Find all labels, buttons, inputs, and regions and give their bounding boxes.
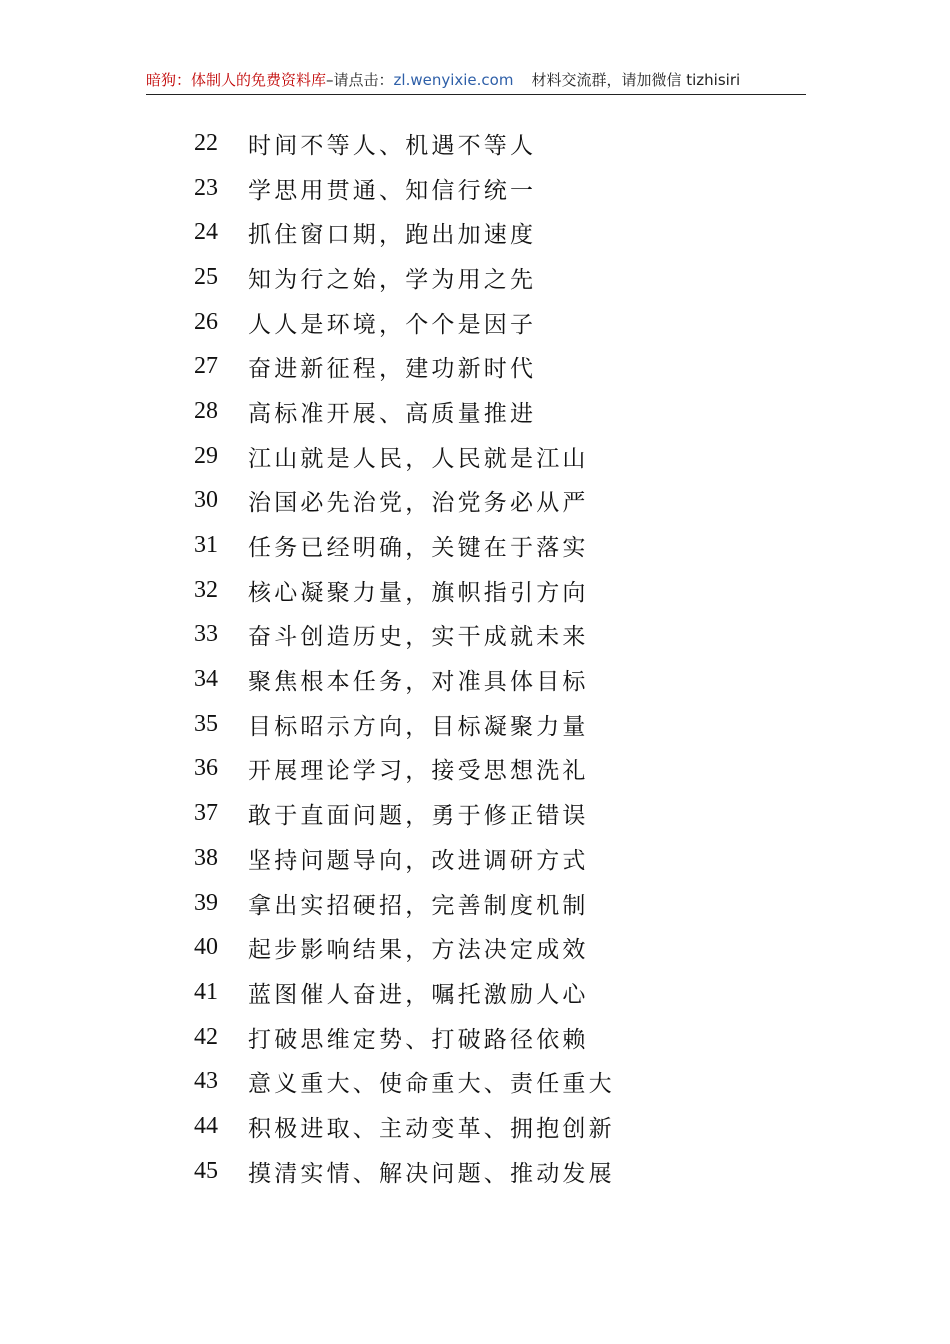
list-item bbox=[194, 925, 615, 970]
item-text: 蓝图催人奋进，嘱托激励人心 bbox=[248, 981, 589, 1008]
item-text: 奋斗创造历史，实干成就未来 bbox=[248, 624, 589, 651]
list-item bbox=[194, 881, 615, 926]
item-number: 41 bbox=[194, 978, 218, 1005]
list-item bbox=[194, 344, 615, 389]
item-number: 38 bbox=[194, 844, 218, 871]
header-brand: 暗狗：体制人的免费资料库 bbox=[146, 71, 327, 89]
list-item bbox=[194, 747, 615, 792]
item-number: 29 bbox=[194, 442, 218, 469]
list-item bbox=[194, 1059, 615, 1104]
item-number: 36 bbox=[194, 755, 218, 782]
item-text: 起步影响结果，方法决定成效 bbox=[248, 937, 589, 964]
item-number: 35 bbox=[194, 710, 218, 737]
list-item bbox=[194, 523, 615, 568]
list-item bbox=[194, 479, 615, 524]
item-text: 治国必先治党，治党务必从严 bbox=[248, 490, 589, 517]
item-number: 42 bbox=[194, 1023, 218, 1050]
list-item bbox=[194, 166, 615, 211]
header-link[interactable]: zl.wenyixie.com bbox=[393, 71, 514, 89]
item-number: 32 bbox=[194, 576, 218, 603]
item-text: 目标昭示方向，目标凝聚力量 bbox=[248, 713, 589, 740]
item-text: 人人是环境，个个是因子 bbox=[248, 311, 537, 338]
list-item bbox=[194, 300, 615, 345]
item-number: 27 bbox=[194, 353, 218, 380]
list-item bbox=[194, 210, 615, 255]
list-item bbox=[194, 791, 615, 836]
list-item bbox=[194, 1015, 615, 1060]
list-item bbox=[194, 657, 615, 702]
item-text: 摸清实情、解决问题、推动发展 bbox=[248, 1160, 615, 1187]
item-text: 打破思维定势、打破路径依赖 bbox=[248, 1026, 589, 1053]
item-number: 40 bbox=[194, 934, 218, 961]
item-text: 拿出实招硬招，完善制度机制 bbox=[248, 892, 589, 919]
item-text: 抓住窗口期，跑出加速度 bbox=[248, 222, 537, 249]
list-item bbox=[194, 970, 615, 1015]
item-number: 37 bbox=[194, 800, 218, 827]
list-item bbox=[194, 255, 615, 300]
list-item bbox=[194, 389, 615, 434]
list-item bbox=[194, 568, 615, 613]
item-text: 江山就是人民，人民就是江山 bbox=[248, 445, 589, 472]
item-text: 知为行之始，学为用之先 bbox=[248, 266, 537, 293]
item-text: 时间不等人、机遇不等人 bbox=[248, 132, 537, 159]
list-item bbox=[194, 702, 615, 747]
header-contact: 材料交流群，请加微信 tizhisiri bbox=[531, 71, 741, 89]
item-number: 22 bbox=[194, 129, 218, 156]
item-number: 30 bbox=[194, 487, 218, 514]
item-number: 28 bbox=[194, 397, 218, 424]
item-number: 39 bbox=[194, 889, 218, 916]
item-number: 43 bbox=[194, 1068, 218, 1095]
item-text: 任务已经明确，关键在于落实 bbox=[248, 535, 589, 562]
item-number: 24 bbox=[194, 219, 218, 246]
list-item bbox=[194, 613, 615, 658]
list-item bbox=[194, 836, 615, 881]
item-text: 核心凝聚力量，旗帜指引方向 bbox=[248, 579, 589, 606]
item-text: 高标准开展、高质量推进 bbox=[248, 400, 537, 427]
item-text: 学思用贯通、知信行统一 bbox=[248, 177, 537, 204]
header-prompt: –请点击： bbox=[326, 71, 394, 89]
item-number: 31 bbox=[194, 532, 218, 559]
item-number: 34 bbox=[194, 666, 218, 693]
page-header bbox=[146, 66, 806, 95]
item-text: 奋进新征程，建功新时代 bbox=[248, 356, 537, 383]
slogan-list bbox=[194, 121, 615, 1194]
item-number: 33 bbox=[194, 621, 218, 648]
item-text: 积极进取、主动变革、拥抱创新 bbox=[248, 1115, 615, 1142]
item-number: 44 bbox=[194, 1112, 218, 1139]
item-number: 45 bbox=[194, 1157, 218, 1184]
item-number: 26 bbox=[194, 308, 218, 335]
item-text: 聚焦根本任务，对准具体目标 bbox=[248, 669, 589, 696]
list-item bbox=[194, 1104, 615, 1149]
item-text: 敢于直面问题，勇于修正错误 bbox=[248, 803, 589, 830]
item-text: 开展理论学习，接受思想洗礼 bbox=[248, 758, 589, 785]
list-item bbox=[194, 1149, 615, 1194]
item-number: 25 bbox=[194, 263, 218, 290]
list-item bbox=[194, 121, 615, 166]
item-text: 意义重大、使命重大、责任重大 bbox=[248, 1071, 615, 1098]
list-item bbox=[194, 434, 615, 479]
item-number: 23 bbox=[194, 174, 218, 201]
item-text: 坚持问题导向，改进调研方式 bbox=[248, 847, 589, 874]
